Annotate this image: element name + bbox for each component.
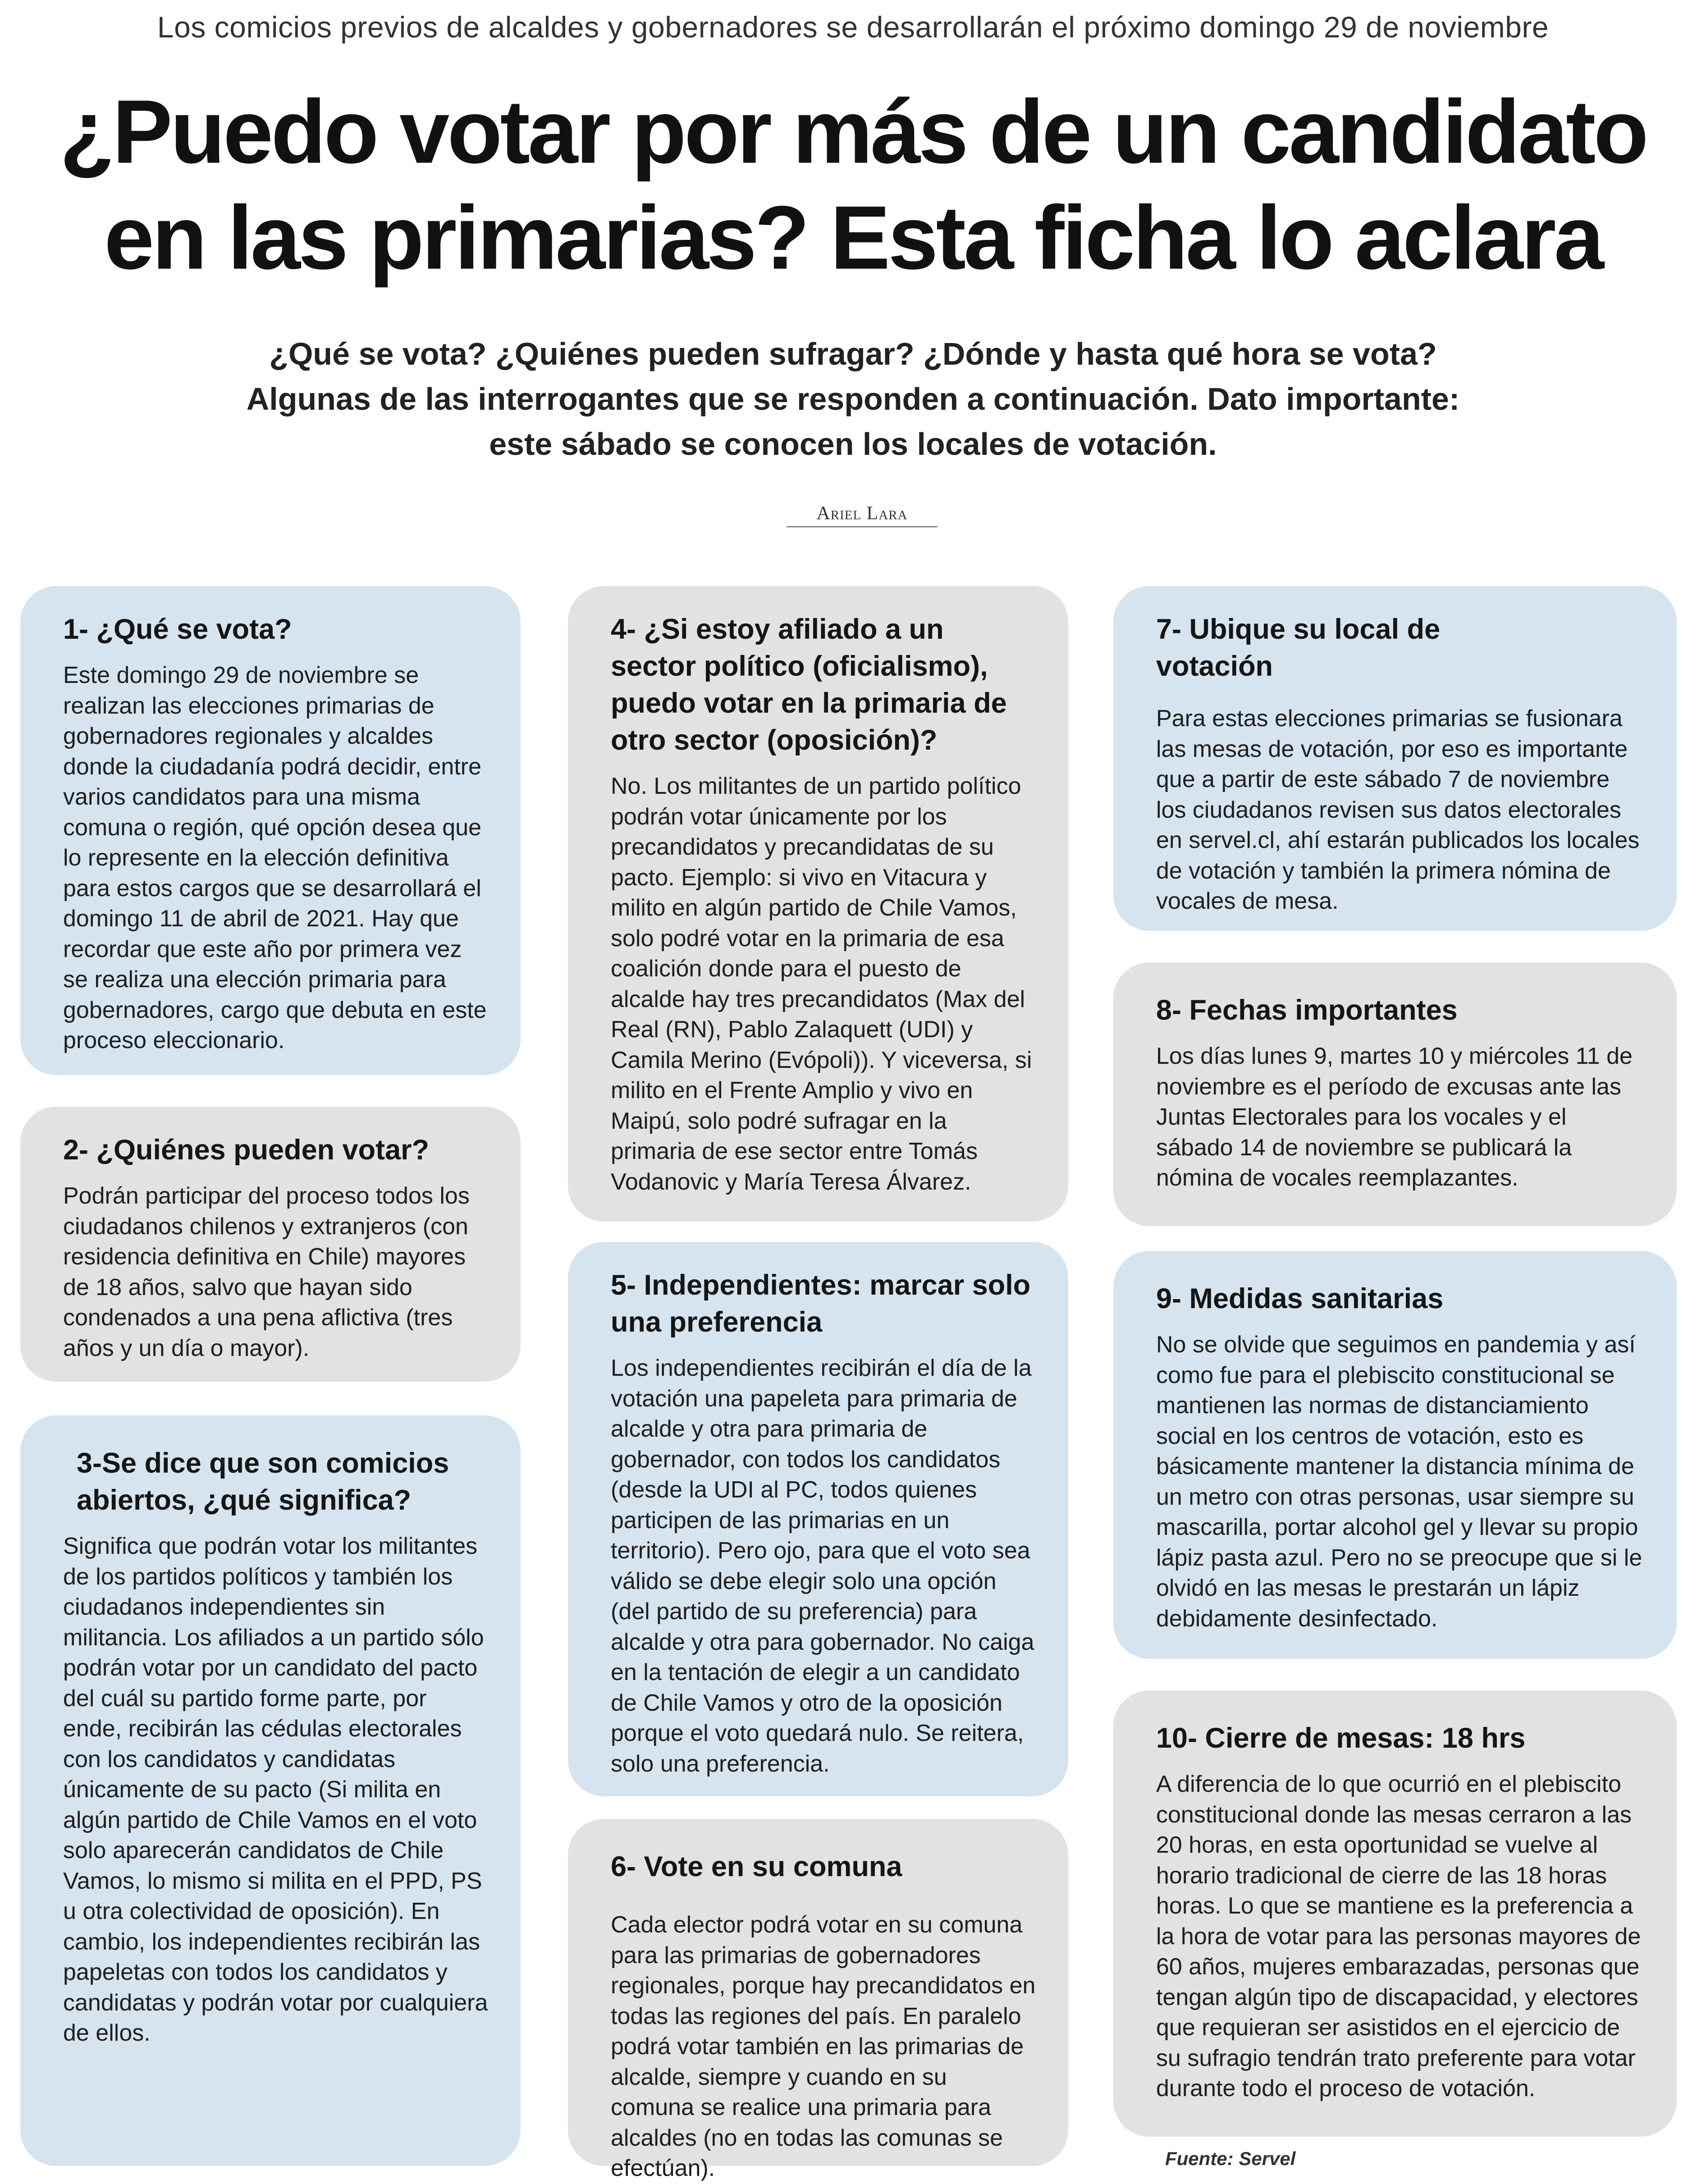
box-body: Los días lunes 9, martes 10 y miércoles 11 de noviembre es el período de excusas ante las Juntas Electorales para los vocales y el sábado 14 de noviembre se publicará la nómina de vocales reemplazantes. <box>1156 1043 1633 1191</box>
box-title: 5- Independientes: marcar solo una preferencia <box>611 1269 1031 1338</box>
headline <box>0 79 1706 291</box>
box-title: 1- ¿Qué se vota? <box>63 614 292 645</box>
source-credit: Fuente: Servel <box>1165 2148 1296 2169</box>
box-title: 7- Ubique su local de votación <box>1156 614 1441 682</box>
box-title: 9- Medidas sanitarias <box>1156 1283 1444 1314</box>
box-que-se-vota <box>20 586 521 1075</box>
box-title: 6- Vote en su comuna <box>611 1851 902 1882</box>
box-body: Los independientes recibirán el día de la votación una papeleta para primaria de alcalde y otra para primaria de gobernador, con todos los candidatos (desde la UDI al PC, todos quienes participen de las primarias en un territorio). Pero ojo, para que el voto sea válido se debe elegir solo una opción (del partido de su preferencia) para alcalde y otra para gobernador. No caiga en la tentación de elegir a un candidato de Chile Vamos y otro de la oposición porque el voto quedará nulo. Se reitera, solo una preferencia. <box>611 1355 1034 1777</box>
box-independientes <box>568 1242 1068 1796</box>
box-body: Significa que podrán votar los militantes de los partidos políticos y también los ciudadanos independientes sin militancia. Los afiliados a un partido sólo podrán votar por un candidato del pacto del cuál su partido forme parte, por ende, recibirán las cédulas electorales con los candidatos y candidatas únicamente de su pacto (Si milita en algún partido de Chile Vamos en el voto solo aparecerán candidatos de Chile Vamos, lo mismo si milita en el PPD, PS u otra colectividad de oposición). En cambio, los independientes recibirán las papeletas con todos los candidatos y candidatas y podrán votar por cualquiera de ellos. <box>63 1533 488 2046</box>
box-title: 2- ¿Quiénes pueden votar? <box>63 1134 430 1166</box>
deck-line: este sábado se conocen los locales de votación. <box>489 426 1217 462</box>
box-afiliado-sector <box>568 586 1068 1222</box>
deck <box>0 331 1706 467</box>
box-title: 10- Cierre de mesas: 18 hrs <box>1156 1722 1526 1754</box>
box-title: 4- ¿Si estoy afiliado a un sector político (oficialismo), puedo votar en la primaria de otro sector (oposición)? <box>611 614 1007 756</box>
box-body: No. Los militantes de un partido político podrán votar únicamente por los precandidatos y precandidatas de su pacto. Ejemplo: si vivo en Vitacura y milito en algún partido de Chile Vamos, solo podré votar en la primaria de esa coalición donde para el puesto de alcalde hay tres precandidatos (Max del Real (RN), Pablo Zalaquett (UDI) y Camila Merino (Evópoli)). Y viceversa, si milito en el Frente Amplio y vivo en Maipú, solo podré sufragar en la primaria de ese sector entre Tomás Vodanovic y María Teresa Álvarez. <box>611 773 1032 1195</box>
box-quienes-pueden-votar <box>20 1107 521 1382</box>
headline-line: ¿Puedo votar por más de un candidato <box>59 82 1647 182</box>
box-body: Cada elector podrá votar en su comuna para las primarias de gobernadores regionales, porque hay precandidatos en todas las regiones del país. En paralelo podrá votar también en las primarias de alcalde, siempre y cuando en su comuna se realice una primaria para alcaldes (no en todas las comunas se efectúan). <box>611 1912 1036 2181</box>
box-body: Podrán participar del proceso todos los ciudadanos chilenos y extranjeros (con residencia definitiva en Chile) mayores de 18 años, salvo que hayan sido condenados a una pena aflictiva (tres años y un día o mayor). <box>63 1183 470 1361</box>
box-local-de-votacion <box>1113 586 1677 931</box>
box-fechas-importantes <box>1113 962 1677 1226</box>
byline: Ariel Lara <box>787 503 938 527</box>
box-body: Para estas elecciones primarias se fusionara las mesas de votación, por eso es importante que a partir de este sábado 7 de noviembre los ciudadanos revisen sus datos electorales en servel.cl, ahí estarán publicados los locales de votación y también la primera nómina de vocales de mesa. <box>1156 705 1640 914</box>
box-medidas-sanitarias <box>1113 1251 1677 1659</box>
box-body: Este domingo 29 de noviembre se realizan las elecciones primarias de gobernadores regionales y alcaldes donde la ciudadanía podrá decidir, entre varios candidatos para una misma comuna o región, qué opción desea que lo represente en la elección definitiva para estos cargos que se desarrollará el domingo 11 de abril de 2021. Hay que recordar que este año por primera vez se realiza una elección primaria para gobernadores, cargo que debuta en este proceso eleccionario. <box>63 662 487 1053</box>
box-title: 3-Se dice que son comicios abiertos, ¿qué significa? <box>77 1447 449 1516</box>
box-comicios-abiertos <box>20 1415 521 2166</box>
box-body: A diferencia de lo que ocurrió en el plebiscito constitucional donde las mesas cerraron a las 20 horas, en esta oportunidad se vuelve al horario tradicional de cierre de las 18 horas horas. Lo que se mantiene es la preferencia a la hora de votar para las personas mayores de 60 años, mujeres embarazadas, personas que tengan algún tipo de discapacidad, y electores que requieran ser asistidos en el ejercicio de su sufragio tendrán trato preferente para votar durante todo el proceso de votación. <box>1156 1771 1641 2102</box>
deck-line: ¿Qué se vota? ¿Quiénes pueden sufragar? ¿Dónde y hasta qué hora se vota? <box>269 336 1437 371</box>
deck-line: Algunas de las interrogantes que se responden a continuación. Dato importante: <box>246 381 1460 417</box>
box-cierre-de-mesas <box>1113 1690 1677 2137</box>
box-body: No se olvide que seguimos en pandemia y así como fue para el plebiscito constitucional se mantienen las normas de distanciamiento social en los centros de votación, esto es básicamente mantener la distancia mínima de un metro con otras personas, usar siempre su mascarilla, portar alcohol gel y llevar su propio lápiz pasta azul. Pero no se preocupe que si le olvidó en las mesas le prestarán un lápiz debidamente desinfectado. <box>1156 1332 1642 1632</box>
headline-line: en las primarias? Esta ficha lo aclara <box>104 188 1602 288</box>
box-title: 8- Fechas importantes <box>1156 994 1458 1026</box>
box-vote-en-su-comuna <box>568 1819 1068 2181</box>
kicker: Los comicios previos de alcaldes y gobernadores se desarrollarán el próximo domingo 29 de noviembre <box>157 10 1549 44</box>
